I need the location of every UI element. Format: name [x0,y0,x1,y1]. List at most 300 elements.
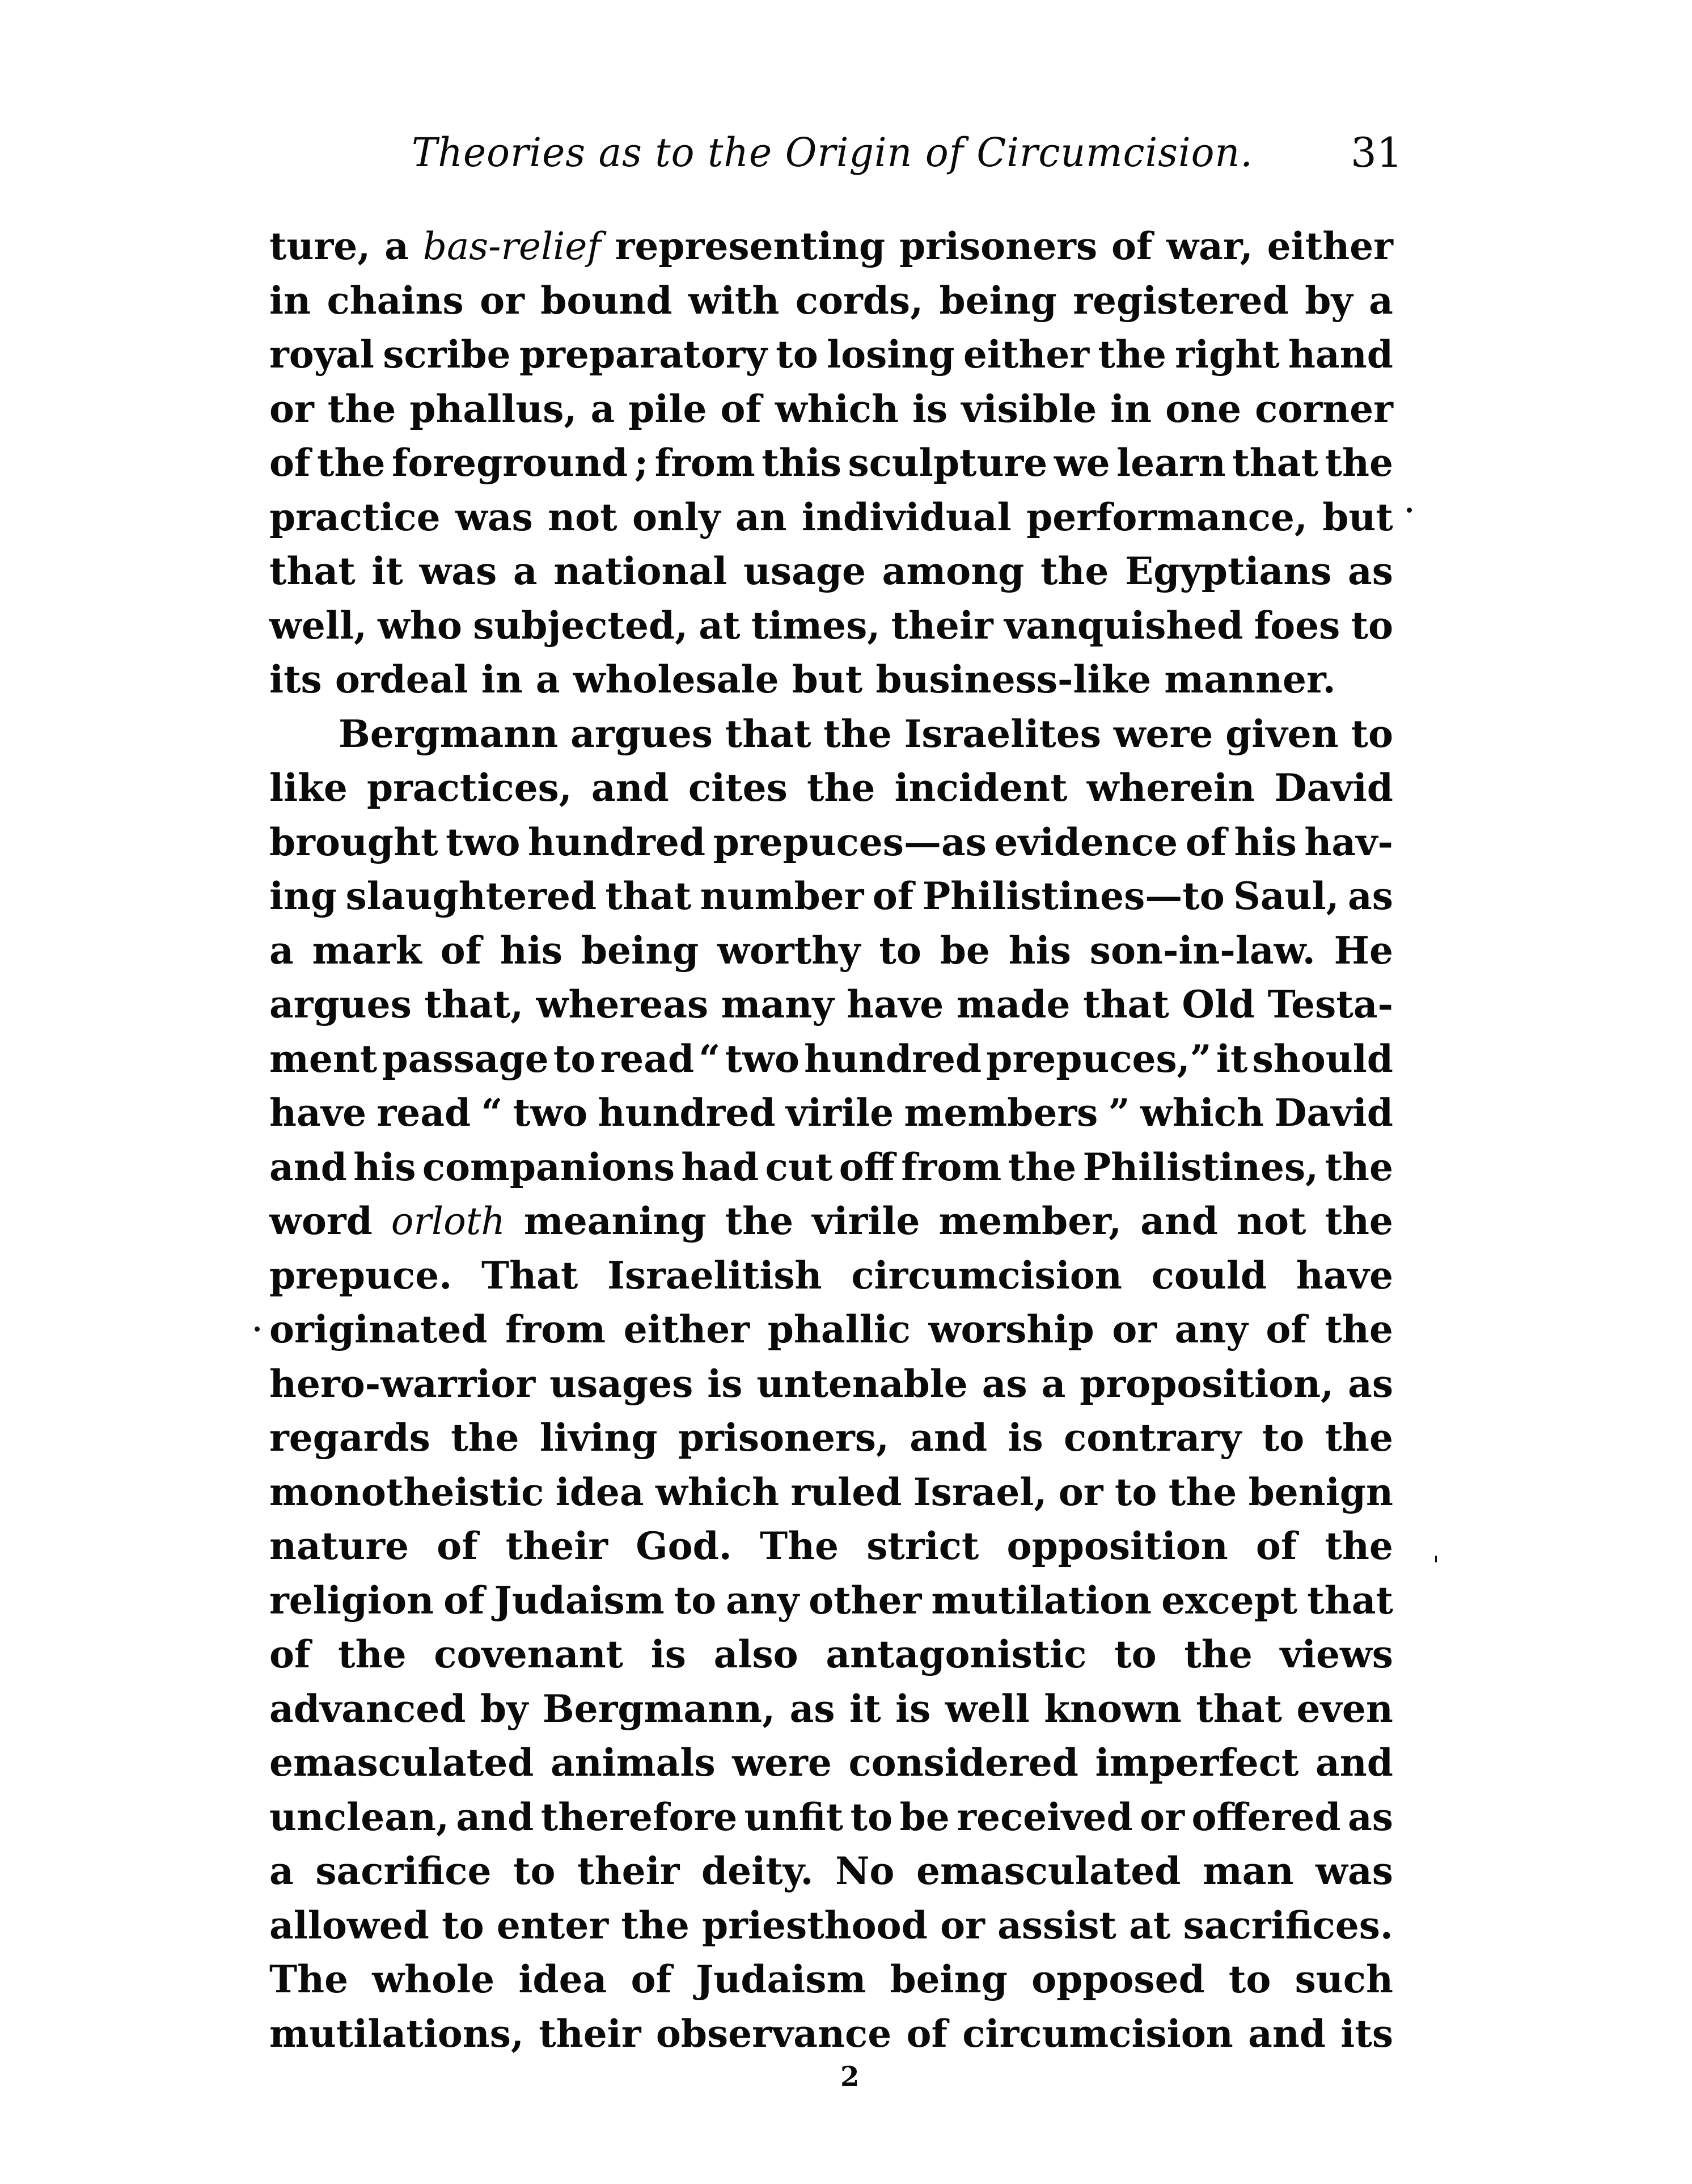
word: of [631,1957,672,2001]
word: foes [1254,603,1340,648]
word: man [1202,1849,1294,1893]
text-line [269,1140,1393,1194]
word: and [910,1416,988,1460]
word: a [1369,278,1393,323]
word: of [440,928,481,973]
word: of [1111,224,1153,268]
page-number: 31 [1351,129,1403,176]
word: to [850,1794,893,1839]
word: vanquished [1004,603,1243,648]
word: Testa- [1267,982,1393,1026]
word: two [725,1036,800,1081]
text-line [269,1682,1393,1736]
word: is [912,386,948,431]
word: such [1295,1957,1393,2001]
signature-mark: 2 [840,2061,860,2093]
word: being [581,928,699,973]
word: emasculated [269,1741,534,1785]
word: either [963,332,1090,377]
word: companions [422,1144,675,1189]
word: either [623,1307,750,1351]
text-line [269,491,1393,544]
word: and [1248,2011,1326,2056]
word: assist [997,1903,1116,1948]
word: a [590,386,615,431]
word: from [505,1307,606,1351]
text-line [269,1736,1393,1790]
word: hand [1288,332,1393,377]
word: the [1168,1469,1237,1514]
word: a [535,657,560,702]
word: members [904,1091,1098,1135]
word: or [940,1903,985,1948]
word: by [480,1686,528,1731]
word: idea [555,1469,644,1514]
word: is [895,1686,931,1731]
word: that [1307,1578,1393,1623]
italic-word: orloth [391,1199,505,1243]
word: emasculated [916,1849,1181,1893]
word: the [1325,1144,1393,1189]
word: regards [269,1416,430,1460]
word: ” [1108,1091,1130,1135]
word: hav- [1304,819,1393,864]
word: to [1262,1416,1305,1460]
word: the [1325,1199,1393,1243]
word: scribe [383,332,511,377]
word: their [539,2011,641,2056]
word: views [1280,1632,1393,1676]
word: advanced [269,1686,466,1731]
text-line [269,1844,1393,1898]
word: it [849,1686,881,1731]
text-line [269,1899,1393,1953]
word: be [899,1794,950,1839]
word: that [605,874,692,918]
word: pile [628,386,707,431]
word: many [721,982,834,1026]
word: subjected, [473,603,688,648]
word: any [726,1578,800,1623]
word: and [1315,1741,1393,1785]
word: of [720,386,762,431]
text-line [339,707,1393,761]
text-line [269,761,1393,815]
word: member, [938,1199,1122,1243]
word: only [632,495,721,539]
word: his [1234,819,1297,864]
word: evidence [994,819,1178,864]
text-line [269,1953,1393,2006]
word: preparatory [519,332,767,377]
word: argues [269,982,412,1026]
word: made [956,982,1071,1026]
word: prisoners, [678,1416,889,1460]
text-line [269,1032,1393,1086]
word: that [1232,441,1318,485]
word: untenable [756,1361,968,1406]
word: visible [961,386,1097,431]
word: was [419,549,497,593]
word: monotheistic [269,1469,544,1514]
word: cut [765,1144,833,1189]
text-line [269,436,1393,490]
word: the [1184,1632,1253,1676]
word: deity. [701,1849,814,1893]
word: opposed [1031,1957,1205,2001]
word: prisoners [899,224,1098,268]
word: strict [866,1524,979,1568]
word: wherein [1086,766,1255,810]
word: priesthood [702,1903,928,1948]
scan-speck [255,1327,260,1332]
word: practice [269,495,441,539]
word: national [553,549,727,593]
word: originated [269,1307,488,1351]
word: was [1315,1849,1393,1893]
word: their [577,1849,680,1893]
word: therefore [540,1794,738,1839]
word: virile [812,1199,920,1243]
text-line [269,382,1393,436]
word: idea [518,1957,607,2001]
word: performance, [1026,495,1308,539]
word: cords, [795,278,924,323]
word: argues [570,711,713,756]
word: worship [928,1307,1094,1351]
word: any [1174,1307,1248,1351]
word: is [707,1361,743,1406]
word: from [654,441,755,485]
word: whereas [536,982,709,1026]
word: is [1008,1416,1043,1460]
word: God. [636,1524,732,1568]
text-line [269,1574,1393,1628]
word: The [269,1957,349,2001]
word: a [269,1849,294,1893]
word: not [548,495,617,539]
word: not [1236,1199,1306,1243]
word: or [1140,1794,1185,1839]
word: observance [655,2011,892,2056]
word: of [269,441,311,485]
word: manner. [1164,657,1336,702]
word: to [553,1036,596,1081]
word: the [1325,1307,1393,1351]
word: the [806,766,875,810]
word: which [775,386,899,431]
word: ordeal [335,657,468,702]
word: hero-warrior [269,1361,536,1406]
word: to [1351,711,1393,756]
word: circumcision [962,2011,1233,2056]
word: religion [269,1578,434,1623]
word: Israelites [904,711,1101,756]
word: its [1340,2011,1393,2056]
text-line [269,544,1393,598]
text-line [269,1411,1393,1465]
word: Egyptians [1125,549,1332,593]
word: to [674,1578,717,1623]
word: slaughtered [345,874,597,918]
word: Old [1182,982,1255,1026]
word: its [269,657,322,702]
word: known [1044,1686,1182,1731]
word: the [451,1416,519,1460]
word: at [699,603,741,648]
word: is [650,1632,686,1676]
word: a [1041,1361,1066,1406]
word: Israelitish [607,1253,822,1298]
word: and [591,766,669,810]
word: hundred [527,819,706,864]
word: covenant [434,1632,624,1676]
word: their [505,1524,608,1568]
word: among [882,549,1025,593]
word: to [513,1849,556,1893]
word: had [681,1144,759,1189]
word: we [1054,441,1110,485]
word: of [1266,1307,1307,1351]
text-line [269,599,1393,653]
word: ; [634,441,649,485]
word: practices, [367,766,572,810]
word: the [823,711,892,756]
text-line [269,328,1393,382]
word: to [442,1903,484,1948]
word: with [688,278,780,323]
word: individual [802,495,1012,539]
word: word [269,1199,373,1243]
word: who [378,603,462,648]
word: losing [827,332,955,377]
word: royal [269,332,374,377]
word: of [1255,1524,1297,1568]
word: the [1040,549,1109,593]
text-line [269,1519,1393,1573]
word: usages [549,1361,693,1406]
word: like [269,766,348,810]
word: allowed [269,1903,429,1948]
word: of [269,1632,311,1676]
word: ture, [269,224,371,268]
word: to [1228,1957,1271,2001]
text-line [269,1194,1393,1248]
word: this [762,441,841,485]
word: well [945,1686,1030,1731]
word: and [1140,1199,1219,1243]
word: incident [894,766,1068,810]
word: mutilations, [269,2011,524,2056]
word: have [847,982,944,1026]
word: the [1008,1144,1077,1189]
word: contrary [1064,1416,1242,1460]
word: ing [269,874,337,918]
text-line [269,978,1393,1032]
word: in [269,278,311,323]
text-line [269,869,1393,923]
word: Philistines—to [922,874,1225,918]
word: it [371,549,403,593]
word: brought [269,819,438,864]
word: that, [424,982,524,1026]
word: circumcision [851,1253,1122,1298]
word: should [1252,1036,1393,1081]
word: passage [382,1036,549,1081]
word: prepuces,” [986,1036,1212,1081]
word: to [879,928,921,973]
word: “ [699,1036,721,1081]
word: ruled [790,1469,902,1514]
word: read [377,1091,471,1135]
word: of [1185,819,1227,864]
word: antagonistic [826,1632,1087,1676]
word: phallus, [409,386,577,431]
word: that [1196,1686,1283,1731]
word: to [1114,1632,1157,1676]
word: or [480,278,524,323]
word: the [1325,1416,1393,1460]
text-line [269,1790,1393,1844]
word: enter [496,1903,609,1948]
italic-word: bas-relief [422,225,601,268]
word: living [539,1416,658,1460]
text-line [269,816,1393,869]
word: proposition, [1080,1361,1334,1406]
word: also [713,1632,798,1676]
word: unclean, [269,1794,449,1839]
word: offered [1191,1794,1341,1839]
word: mark [312,928,422,973]
word: the [725,1199,794,1243]
word: that [1083,982,1169,1026]
word: as [789,1686,835,1731]
word: an [735,495,787,539]
word: nature [269,1524,409,1568]
word: have [269,1091,367,1135]
word: the [327,386,396,431]
word: his [500,928,563,973]
word: be [940,928,990,973]
word: bound [540,278,672,323]
word: given [1225,711,1339,756]
word: off [839,1144,895,1189]
word: The [759,1524,839,1568]
word: two [446,819,521,864]
word: were [1113,711,1213,756]
word: He [1334,928,1393,973]
word: That [481,1253,578,1298]
word: either [1267,224,1393,268]
word: David [1274,766,1393,810]
word: a [269,928,294,973]
word: or [269,386,314,431]
word: from [901,1144,1002,1189]
word: whole [372,1957,495,2001]
word: business-like [875,657,1152,702]
text-line [269,1357,1393,1411]
word: considered [848,1741,1078,1785]
word: in [1110,386,1152,431]
word: to [1351,603,1393,648]
word: his [353,1144,416,1189]
word: to [1114,1469,1157,1514]
scan-speck [1435,1556,1437,1562]
word: or [1112,1307,1157,1351]
word: to [776,332,818,377]
word: even [1296,1686,1393,1731]
word: opposition [1006,1524,1228,1568]
word: being [890,1957,1008,2001]
word: number [700,874,864,918]
word: a [513,549,538,593]
word: prepuce. [269,1253,452,1298]
word: or [1058,1469,1103,1514]
word: and [456,1794,534,1839]
word: war, [1166,224,1253,268]
word: as [1348,549,1393,593]
word: except [1161,1578,1298,1623]
word: at [1129,1903,1171,1948]
word: prepuces—as [713,819,987,864]
word: virile [785,1091,894,1135]
word: received [957,1794,1133,1839]
word: sculpture [848,441,1048,485]
running-title: Theories as to the Origin of Circumcision. [412,129,1253,176]
word: Bergmann [339,711,559,756]
word: “ [481,1091,503,1135]
word: No [835,1849,895,1893]
word: the [1098,332,1166,377]
text-line [269,924,1393,978]
word: being [939,278,1057,323]
word: sacrifices. [1183,1903,1393,1948]
word: which [1140,1091,1264,1135]
text-line [269,1465,1393,1519]
word: Israel, [913,1469,1047,1514]
word: the [1325,1524,1393,1568]
word: foreground [391,441,628,485]
word: the [1325,441,1393,485]
word: meaning [523,1199,707,1243]
text-line [269,1628,1393,1682]
word: one [1165,386,1242,431]
text-line [269,1303,1393,1357]
running-head [412,127,1403,178]
word: Philistines, [1082,1144,1319,1189]
word: of [872,874,914,918]
word: Judaism [696,1957,866,2001]
word: corner [1255,386,1393,431]
word: of [906,2011,947,2056]
word: a [384,224,409,268]
word: as [1348,1361,1393,1406]
word: Saul, [1233,874,1339,918]
word: ment [269,1036,378,1081]
word: of [437,1524,478,1568]
word: representing [615,224,886,268]
text-line [269,219,1393,273]
word: mutilation [931,1578,1152,1623]
text-line [269,2007,1393,2061]
word: could [1151,1253,1267,1298]
text-line [269,1249,1393,1303]
word: as [1348,1794,1393,1839]
word: animals [551,1741,716,1785]
word: unfit [744,1794,844,1839]
word: worthy [717,928,861,973]
word: Bergmann, [542,1686,776,1731]
